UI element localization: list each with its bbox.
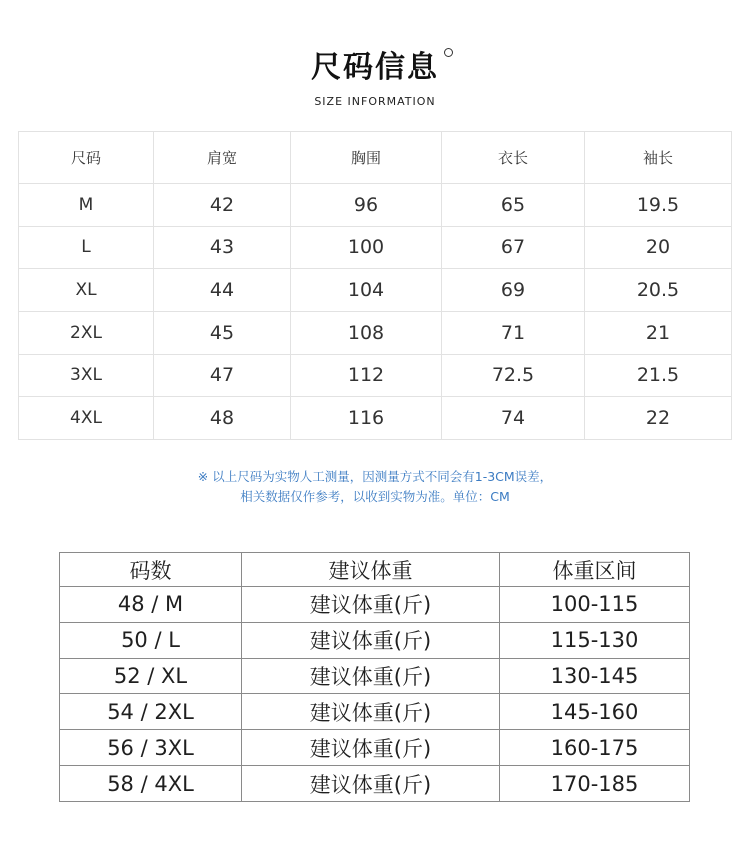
size-table-header: 衣长: [442, 132, 585, 184]
range-cell: 160-175: [500, 730, 690, 766]
chest-cell: 116: [291, 397, 442, 440]
range-cell: 100-115: [500, 587, 690, 623]
shoulder-cell: 43: [154, 226, 291, 269]
code-cell: 48 / M: [60, 587, 242, 623]
size-table-header: 胸围: [291, 132, 442, 184]
weight-table-header: 体重区间: [500, 553, 690, 587]
size-cell: L: [19, 226, 154, 269]
size-cell: 3XL: [19, 354, 154, 397]
range-cell: 115-130: [500, 622, 690, 658]
range-cell: 145-160: [500, 694, 690, 730]
code-cell: 54 / 2XL: [60, 694, 242, 730]
code-cell: 58 / 4XL: [60, 766, 242, 802]
table-row: [60, 766, 690, 802]
shoulder-cell: 44: [154, 269, 291, 312]
shoulder-cell: 48: [154, 397, 291, 440]
size-table-header: 尺码: [19, 132, 154, 184]
size-table-header: 袖长: [585, 132, 732, 184]
chest-cell: 100: [291, 226, 442, 269]
suggest-cell: 建议体重(斤): [242, 622, 500, 658]
weight-table-header-row: [60, 553, 690, 587]
code-cell: 50 / L: [60, 622, 242, 658]
length-cell: 67: [442, 226, 585, 269]
measurement-note: [0, 467, 750, 507]
code-cell: 52 / XL: [60, 658, 242, 694]
length-cell: 65: [442, 184, 585, 227]
sleeve-cell: 21.5: [585, 354, 732, 397]
table-row: [19, 354, 732, 397]
chest-cell: 104: [291, 269, 442, 312]
page-subtitle: SIZE INFORMATION: [314, 95, 436, 108]
table-row: [60, 694, 690, 730]
weight-table-header: 建议体重: [242, 553, 500, 587]
chest-cell: 96: [291, 184, 442, 227]
sleeve-cell: 19.5: [585, 184, 732, 227]
suggest-cell: 建议体重(斤): [242, 658, 500, 694]
suggest-cell: 建议体重(斤): [242, 587, 500, 623]
size-cell: XL: [19, 269, 154, 312]
table-row: [60, 658, 690, 694]
shoulder-cell: 45: [154, 311, 291, 354]
page-title-text: 尺码信息: [311, 50, 439, 85]
suggest-cell: 建议体重(斤): [242, 766, 500, 802]
sleeve-cell: 22: [585, 397, 732, 440]
table-row: [60, 622, 690, 658]
size-cell: M: [19, 184, 154, 227]
sleeve-cell: 20: [585, 226, 732, 269]
sleeve-cell: 20.5: [585, 269, 732, 312]
size-table-header: 肩宽: [154, 132, 291, 184]
table-row: [19, 397, 732, 440]
chest-cell: 112: [291, 354, 442, 397]
title-wrap: [0, 50, 750, 86]
size-table-header-row: [19, 132, 732, 184]
weight-table-header: 码数: [60, 553, 242, 587]
length-cell: 69: [442, 269, 585, 312]
size-cell: 4XL: [19, 397, 154, 440]
code-cell: 56 / 3XL: [60, 730, 242, 766]
degree-dot-icon: [444, 48, 453, 57]
shoulder-cell: 47: [154, 354, 291, 397]
note-line: 相关数据仅作参考，以收到实物为准。单位：CM: [240, 489, 510, 504]
suggest-cell: 建议体重(斤): [242, 730, 500, 766]
weight-recommendation-table: [59, 552, 690, 802]
table-row: [19, 226, 732, 269]
chest-cell: 108: [291, 311, 442, 354]
length-cell: 72.5: [442, 354, 585, 397]
note-line: ※ 以上尺码为实物人工测量，因测量方式不同会有1-3CM误差，: [197, 469, 553, 484]
shoulder-cell: 42: [154, 184, 291, 227]
size-cell: 2XL: [19, 311, 154, 354]
table-row: [19, 184, 732, 227]
table-row: [60, 730, 690, 766]
range-cell: 170-185: [500, 766, 690, 802]
sleeve-cell: 21: [585, 311, 732, 354]
length-cell: 74: [442, 397, 585, 440]
size-measurement-table: [18, 131, 732, 440]
range-cell: 130-145: [500, 658, 690, 694]
table-row: [19, 269, 732, 312]
suggest-cell: 建议体重(斤): [242, 694, 500, 730]
table-row: [60, 587, 690, 623]
page-title: [311, 50, 439, 86]
table-row: [19, 311, 732, 354]
length-cell: 71: [442, 311, 585, 354]
